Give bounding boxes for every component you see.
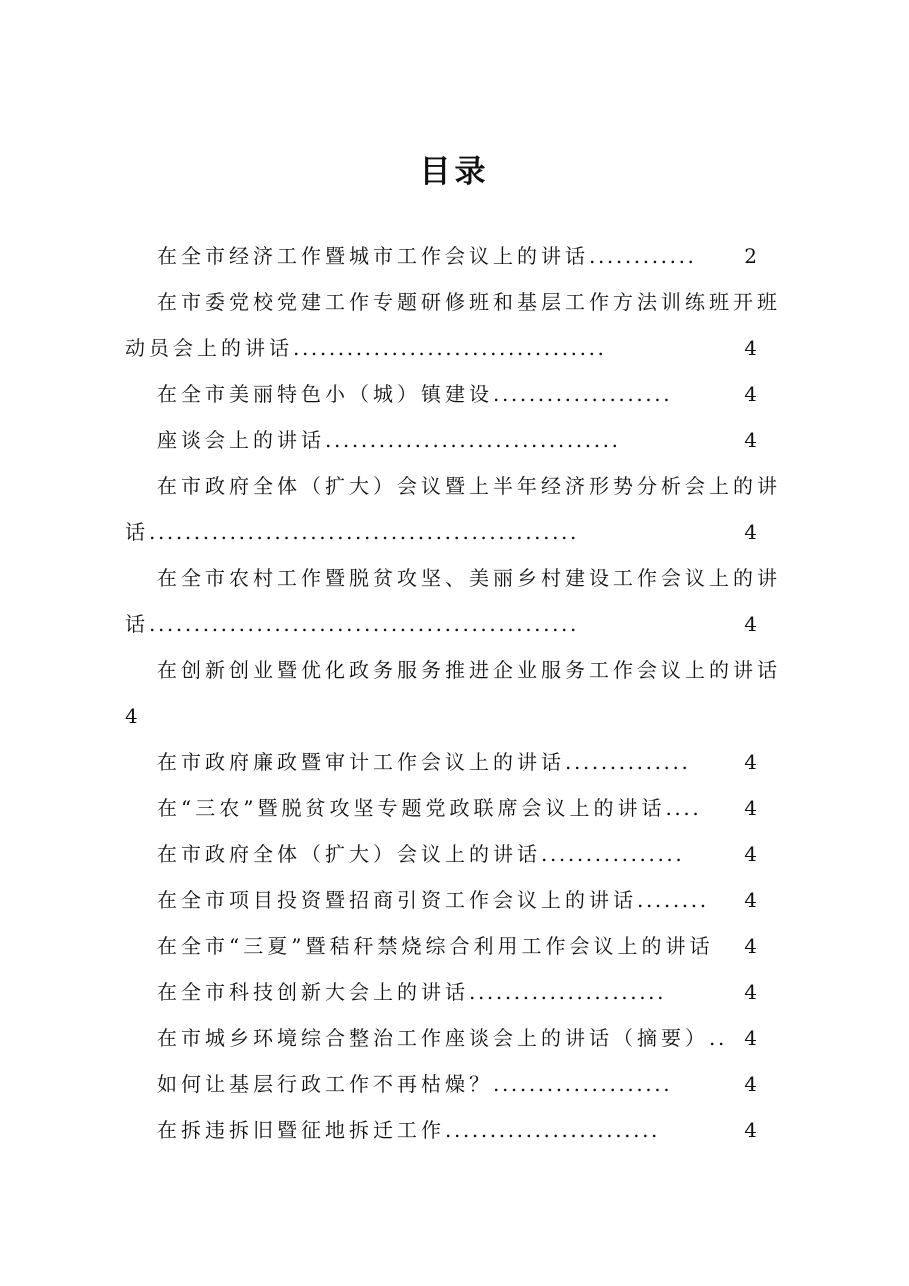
toc-leader-dots: ................................................	[149, 520, 579, 544]
toc-entry-title: 动员会上的讲话	[125, 336, 293, 360]
toc-leader-dots: ....	[665, 796, 702, 820]
toc-page-number: 4	[744, 750, 757, 774]
toc-entry[interactable]	[125, 325, 757, 371]
toc-entry[interactable]	[125, 923, 757, 969]
toc-entry-title: 在市政府廉政暨审计工作会议上的讲话	[157, 750, 565, 774]
toc-leader-dots: ..	[709, 1026, 727, 1050]
table-of-contents	[125, 233, 781, 1153]
toc-entry[interactable]	[125, 831, 757, 877]
toc-leader-dots: ....................	[493, 1072, 673, 1096]
toc-page-number: 4	[744, 382, 757, 406]
toc-entry-title: 在市政府全体（扩大）会议暨上半年经济形势分析会上的讲	[157, 474, 781, 498]
toc-leader-dots: ................	[541, 842, 685, 866]
toc-page-number: 4	[744, 336, 757, 360]
toc-page-number: 4	[744, 934, 757, 958]
toc-entry-title: 如何让基层行政工作不再枯燥？	[157, 1072, 493, 1096]
toc-entry[interactable]	[125, 555, 781, 601]
toc-entry[interactable]	[125, 371, 757, 417]
toc-entry[interactable]	[125, 1015, 757, 1061]
page-title: 目录	[419, 154, 490, 190]
toc-entry-title: 在全市农村工作暨脱贫攻坚、美丽乡村建设工作会议上的讲	[157, 566, 781, 590]
toc-entry-title: 在“三农”暨脱贫攻坚专题党政联席会议上的讲话	[157, 796, 666, 820]
toc-page-number: 4	[744, 796, 757, 820]
toc-leader-dots: .................................	[325, 428, 621, 452]
toc-leader-dots: ..............	[565, 750, 691, 774]
toc-entry-title: 座谈会上的讲话	[157, 428, 325, 452]
toc-entry[interactable]	[125, 647, 781, 693]
toc-page-number: 4	[744, 520, 757, 544]
toc-entry-title: 在全市科技创新大会上的讲话	[157, 980, 469, 1004]
toc-entry[interactable]	[125, 739, 757, 785]
toc-page-number: 4	[744, 612, 757, 636]
toc-entry-title: 在拆违拆旧暨征地拆迁工作	[157, 1118, 445, 1142]
toc-entry[interactable]	[125, 417, 757, 463]
toc-page-number: 4	[744, 1072, 757, 1096]
toc-leader-dots: ............	[589, 244, 697, 268]
toc-page-number: 4	[744, 888, 757, 912]
toc-entry[interactable]	[125, 693, 757, 739]
toc-leader-dots: ........................	[445, 1118, 660, 1142]
toc-entry-title: 话	[125, 612, 149, 636]
toc-leader-dots: ......................	[469, 980, 667, 1004]
toc-entry-title: 在市委党校党建工作专题研修班和基层工作方法训练班开班	[157, 290, 781, 314]
toc-leader-dots: ....................	[493, 382, 673, 406]
toc-page-number: 4	[744, 1118, 757, 1142]
toc-entry-title: 在市政府全体（扩大）会议上的讲话	[157, 842, 541, 866]
toc-entry-title: 在创新创业暨优化政务服务推进企业服务工作会议上的讲话	[157, 658, 781, 682]
toc-entry-title: 在全市经济工作暨城市工作会议上的讲话	[157, 244, 589, 268]
toc-entry[interactable]	[125, 463, 781, 509]
toc-entry[interactable]	[125, 233, 757, 279]
toc-leader-dots: ...................................	[293, 336, 607, 360]
toc-entry[interactable]	[125, 279, 781, 325]
toc-entry[interactable]	[125, 877, 757, 923]
toc-page-number: 4	[744, 428, 757, 452]
toc-entry-title: 在全市“三夏”暨秸秆禁烧综合利用工作会议上的讲话	[157, 934, 714, 958]
toc-page-number: 2	[744, 244, 757, 268]
toc-entry[interactable]	[125, 969, 757, 1015]
toc-entry-title: 在全市项目投资暨招商引资工作会议上的讲话	[157, 888, 637, 912]
toc-entry-title: 4	[125, 704, 142, 728]
toc-page-number: 4	[744, 1026, 757, 1050]
toc-entry[interactable]	[125, 1107, 757, 1153]
toc-entry[interactable]	[125, 601, 757, 647]
toc-entry[interactable]	[125, 1061, 757, 1107]
toc-page-number: 4	[744, 980, 757, 1004]
toc-entry-title: 在全市美丽特色小（城）镇建设	[157, 382, 493, 406]
toc-entry-title: 话	[125, 520, 149, 544]
toc-entry[interactable]	[125, 509, 757, 555]
toc-page-number: 4	[744, 842, 757, 866]
toc-leader-dots: ................................................	[149, 612, 579, 636]
toc-leader-dots: ........	[637, 888, 709, 912]
toc-entry-title: 在市城乡环境综合整治工作座谈会上的讲话（摘要）	[157, 1026, 709, 1050]
toc-entry[interactable]	[125, 785, 757, 831]
